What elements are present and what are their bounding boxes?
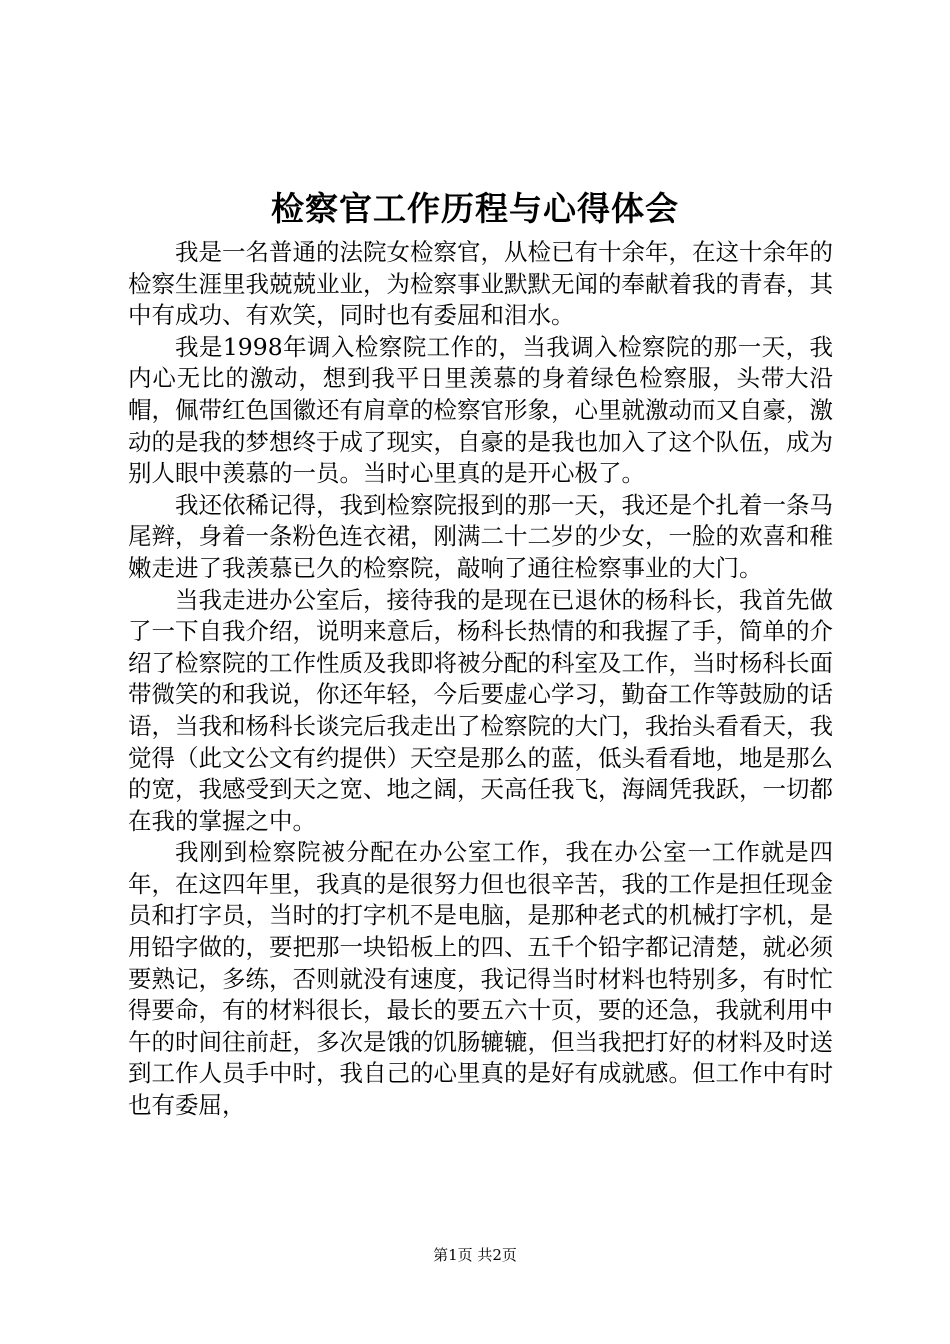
- paragraph-2: 我是1998年调入检察院工作的，当我调入检察院的那一天，我内心无比的激动，想到我平日里羡慕的身着绿色检察服，头带大沿帽，佩带红色国徽还有肩章的检察官形象，心里就激动而又自豪，激动的是我的梦想终于成了现实，自豪的是我也加入了这个队伍，成为别人眼中羡慕的一员。当时心里真的是开心极了。: [128, 332, 833, 488]
- paragraph-5: 我刚到检察院被分配在办公室工作，我在办公室一工作就是四年，在这四年里，我真的是很努力但也很辛苦，我的工作是担任现金员和打字员，当时的打字机不是电脑，是那种老式的机械打字机，是用铅字做的，要把那一块铅板上的四、五千个铅字都记清楚，就必须要熟记，多练，否则就没有速度，我记得当时材料也特别多，有时忙得要命，有的材料很长，最长的要五六十页，要的还急，我就利用中午的时间往前赶，多次是饿的饥肠辘辘，但当我把打好的材料及时送到工作人员手中时，我自己的心里真的是好有成就感。但工作中有时也有委屈，: [128, 838, 833, 1120]
- paragraph-3: 我还依稀记得，我到检察院报到的那一天，我还是个扎着一条马尾辫，身着一条粉色连衣裙，刚满二十二岁的少女，一脸的欢喜和稚嫩走进了我羡慕已久的检察院，敲响了通往检察事业的大门。: [128, 490, 833, 582]
- paragraph-1: 我是一名普通的法院女检察官，从检已有十余年，在这十余年的检察生涯里我兢兢业业，为检察事业默默无闻的奉献着我的青春，其中有成功、有欢笑，同时也有委屈和泪水。: [128, 238, 833, 330]
- page-footer: 第1页 共2页: [433, 1246, 517, 1264]
- paragraph-4: 当我走进办公室后，接待我的是现在已退休的杨科长，我首先做了一下自我介绍，说明来意后，杨科长热情的和我握了手，简单的介绍了检察院的工作性质及我即将被分配的科室及工作，当时杨科长面带微笑的和我说，你还年轻，今后要虚心学习，勤奋工作等鼓励的话语，当我和杨科长谈完后我走出了检察院的大门，我抬头看看天，我觉得（此文公文有约提供）天空是那么的蓝，低头看看地，地是那么的宽，我感受到天之宽、地之阔，天高任我飞，海阔凭我跃，一切都在我的掌握之中。: [128, 585, 833, 835]
- document-title: 检察官工作历程与心得体会: [271, 189, 679, 228]
- document-body: [128, 237, 833, 1122]
